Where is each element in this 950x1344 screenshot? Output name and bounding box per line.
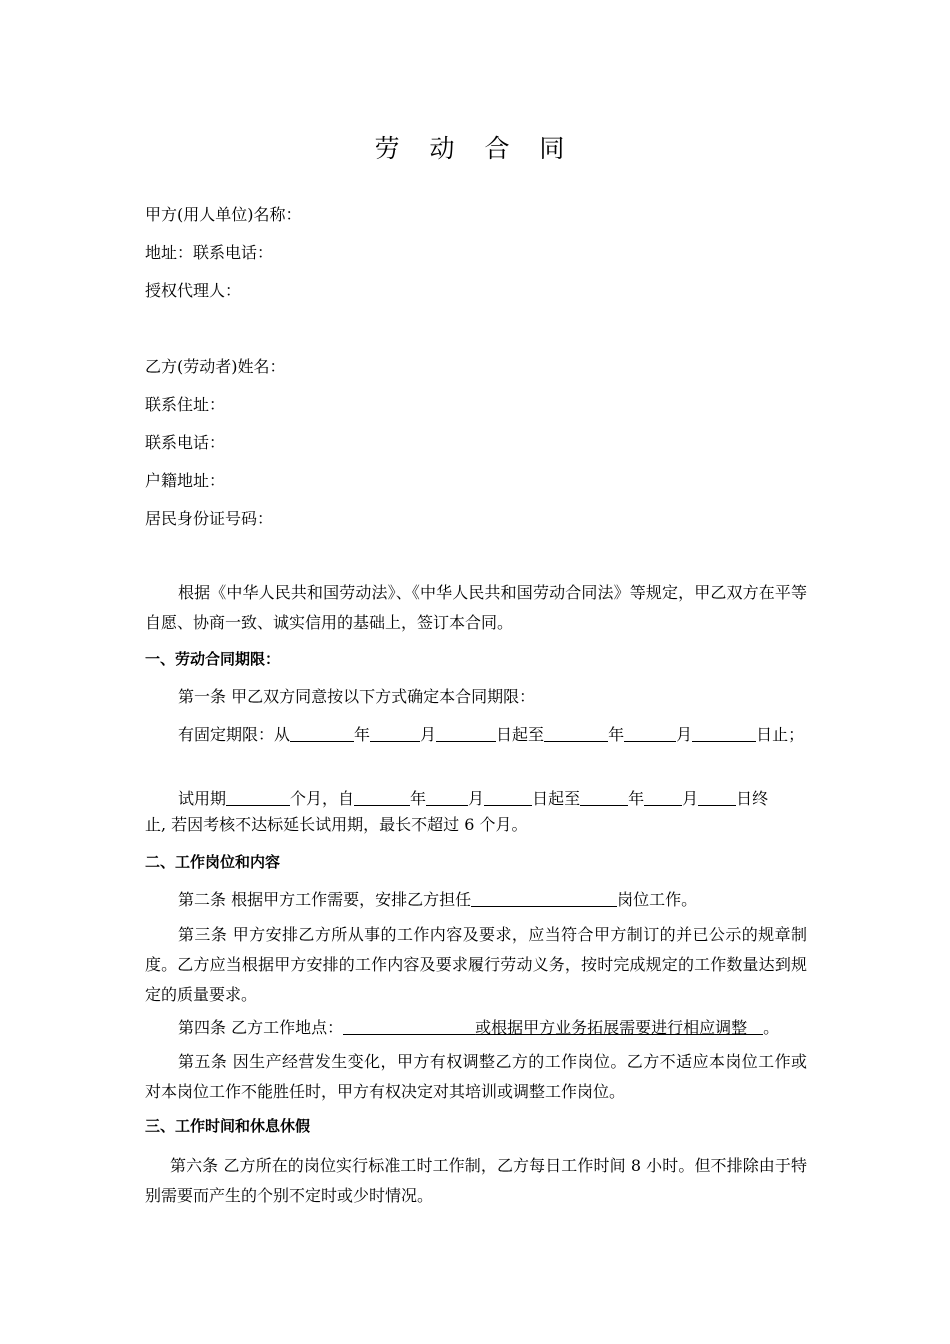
- article1: 第一条 甲乙双方同意按以下方式确定本合同期限：: [178, 687, 536, 706]
- probation-start-day-blank[interactable]: [484, 787, 532, 806]
- work-location-blank[interactable]: [343, 1016, 475, 1035]
- article4: [145, 1016, 843, 1039]
- party-b-id-label: 居民身份证号码：: [145, 509, 274, 528]
- probation-end-month-blank[interactable]: [644, 787, 682, 806]
- probation-year2: 年: [628, 789, 645, 808]
- party-a-agent-label: 授权代理人：: [145, 281, 242, 300]
- fixed-end-year-blank[interactable]: [544, 723, 608, 742]
- party-b-household-label: 户籍地址：: [145, 471, 226, 490]
- probation-month1: 月: [468, 789, 485, 808]
- fixed-term-line: [145, 723, 843, 746]
- intro-paragraph: 根据《中华人民共和国劳动法》、《中华人民共和国劳动合同法》等规定，甲乙双方在平等自愿、协商一致、诚实信用的基础上，签订本合同。: [145, 583, 807, 632]
- article5: 第五条 因生产经营发生变化，甲方有权调整乙方的工作岗位。乙方不适应本岗位工作或对本岗位工作不能胜任时，甲方有权决定对其培训或调整工作岗位。: [145, 1052, 807, 1101]
- article4-trailing-blank: [747, 1016, 763, 1035]
- fixed-day1: 日起至: [496, 725, 545, 744]
- document-title: 劳 动 合 同: [374, 134, 576, 163]
- section1-heading: 一、劳动合同期限：: [145, 650, 281, 668]
- party-b-phone-label: 联系电话：: [145, 433, 226, 452]
- fixed-year2: 年: [608, 725, 625, 744]
- article3: 第三条 甲方安排乙方所从事的工作内容及要求，应当符合甲方制订的并已公示的规章制度。乙方应当根据甲方安排的工作内容及要求履行劳动义务，按时完成规定的工作数量达到规定的质量要求。: [145, 925, 807, 1004]
- fixed-year1: 年: [354, 725, 371, 744]
- fixed-start-day-blank[interactable]: [436, 723, 496, 742]
- probation-line: [145, 787, 843, 810]
- fixed-end-day-blank[interactable]: [692, 723, 756, 742]
- probation-start-month-blank[interactable]: [426, 787, 468, 806]
- probation-start-year-blank[interactable]: [354, 787, 410, 806]
- fixed-month2: 月: [676, 725, 693, 744]
- probation-months: 个月，自: [290, 789, 355, 808]
- article4-lead: 第四条 乙方工作地点：: [178, 1018, 344, 1037]
- fixed-day2: 日止；: [756, 725, 805, 744]
- probation-end-day-blank[interactable]: [698, 787, 736, 806]
- party-b-address-label: 联系住址：: [145, 395, 226, 414]
- probation-end-year-blank[interactable]: [580, 787, 628, 806]
- article4-end: 。: [763, 1018, 780, 1037]
- fixed-end-month-blank[interactable]: [624, 723, 676, 742]
- section3-heading: 三、工作时间和休息休假: [145, 1117, 311, 1135]
- probation-year1: 年: [410, 789, 427, 808]
- article2-tail: 岗位工作。: [617, 890, 698, 909]
- article2: [145, 888, 843, 911]
- probation-month2: 月: [682, 789, 699, 808]
- section2-heading: 二、工作岗位和内容: [145, 853, 281, 871]
- party-a-address-label: 地址：联系电话：: [145, 243, 274, 262]
- fixed-term-lead: 有固定期限：从: [178, 725, 291, 744]
- fixed-start-month-blank[interactable]: [370, 723, 420, 742]
- fixed-month1: 月: [420, 725, 437, 744]
- probation-continuation: 止, 若因考核不达标延长试用期，最长不超过 6 个月。: [145, 815, 528, 834]
- party-a-name-label: 甲方(用人单位)名称：: [145, 205, 302, 224]
- party-b-name-label: 乙方(劳动者)姓名：: [145, 357, 286, 376]
- position-blank[interactable]: [471, 888, 617, 907]
- article6: 第六条 乙方所在的岗位实行标准工时工作制，乙方每日工作时间 8 小时。但不排除由于特别需要而产生的个别不定时或少时情况。: [145, 1156, 807, 1205]
- fixed-start-year-blank[interactable]: [290, 723, 354, 742]
- article2-lead: 第二条 根据甲方工作需要，安排乙方担任: [178, 890, 472, 909]
- article4-alternative: 或根据甲方业务拓展需要进行相应调整: [475, 1018, 748, 1037]
- probation-lead: 试用期: [178, 789, 227, 808]
- probation-day1: 日起至: [532, 789, 581, 808]
- probation-months-blank[interactable]: [226, 787, 290, 806]
- probation-day2: 日终: [736, 789, 769, 808]
